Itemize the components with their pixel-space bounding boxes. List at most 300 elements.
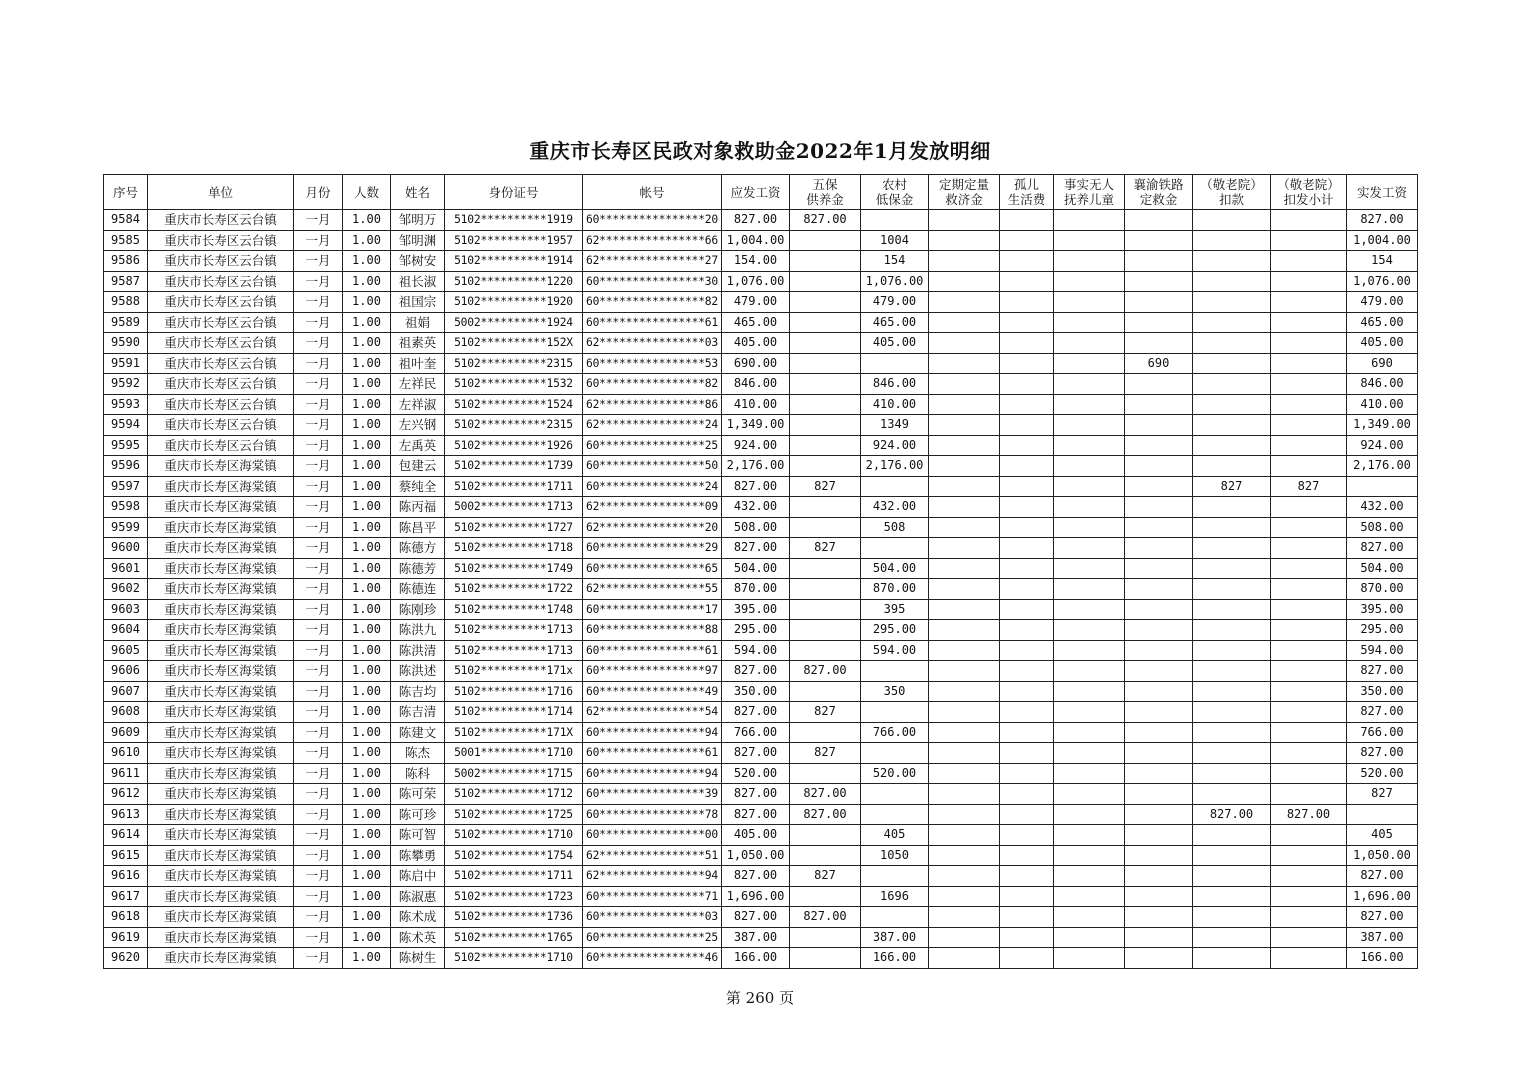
- table-cell: [1125, 599, 1193, 620]
- table-cell: [790, 640, 861, 661]
- table-cell: 9598: [104, 497, 148, 518]
- column-header: 应发工资: [722, 175, 790, 210]
- table-cell: 重庆市长寿区海棠镇: [148, 927, 294, 948]
- table-cell: 重庆市长寿区云台镇: [148, 394, 294, 415]
- table-cell: [1125, 292, 1193, 313]
- table-cell: [1000, 251, 1054, 272]
- table-cell: 60****************49: [583, 681, 722, 702]
- column-header: 五保 供养金: [790, 175, 861, 210]
- table-cell: 9591: [104, 353, 148, 374]
- table-cell: 5102**********1532: [445, 374, 583, 395]
- table-cell: 827.00: [1271, 804, 1347, 825]
- table-cell: [1125, 497, 1193, 518]
- table-cell: [1193, 825, 1271, 846]
- table-cell: [1054, 743, 1125, 764]
- table-cell: 一月: [294, 743, 343, 764]
- table-cell: 9595: [104, 435, 148, 456]
- table-cell: 邹明渊: [391, 230, 445, 251]
- table-cell: [1054, 702, 1125, 723]
- table-cell: [1271, 558, 1347, 579]
- table-cell: 1.00: [343, 271, 391, 292]
- table-cell: 5102**********1765: [445, 927, 583, 948]
- table-cell: [1271, 845, 1347, 866]
- table-cell: 5102**********1920: [445, 292, 583, 313]
- table-cell: 504.00: [1347, 558, 1418, 579]
- table-cell: 62****************86: [583, 394, 722, 415]
- table-cell: 左兴钢: [391, 415, 445, 436]
- table-cell: 陈可智: [391, 825, 445, 846]
- table-cell: 827.00: [790, 210, 861, 231]
- table-cell: 9596: [104, 456, 148, 477]
- table-cell: [861, 661, 929, 682]
- table-cell: [1125, 558, 1193, 579]
- table-cell: 一月: [294, 640, 343, 661]
- table-cell: 870.00: [722, 579, 790, 600]
- table-cell: 陈刚珍: [391, 599, 445, 620]
- table-cell: 520.00: [861, 763, 929, 784]
- table-cell: [790, 271, 861, 292]
- table-cell: [1054, 558, 1125, 579]
- table-cell: 一月: [294, 271, 343, 292]
- table-row: [104, 435, 1418, 456]
- table-cell: 重庆市长寿区云台镇: [148, 251, 294, 272]
- table-cell: [1125, 866, 1193, 887]
- table-cell: [790, 353, 861, 374]
- table-cell: 1.00: [343, 743, 391, 764]
- table-cell: 350.00: [1347, 681, 1418, 702]
- table-cell: [1125, 271, 1193, 292]
- table-cell: 一月: [294, 230, 343, 251]
- table-cell: [1193, 907, 1271, 928]
- table-cell: 60****************61: [583, 312, 722, 333]
- table-row: [104, 948, 1418, 969]
- table-cell: 1.00: [343, 825, 391, 846]
- table-cell: [1271, 456, 1347, 477]
- table-cell: [1271, 927, 1347, 948]
- table-cell: 154: [1347, 251, 1418, 272]
- table-cell: [1125, 620, 1193, 641]
- table-cell: 一月: [294, 866, 343, 887]
- table-cell: [929, 558, 1000, 579]
- table-cell: [1000, 661, 1054, 682]
- table-cell: 60****************25: [583, 435, 722, 456]
- table-cell: 一月: [294, 394, 343, 415]
- table-cell: [1271, 640, 1347, 661]
- table-cell: [929, 456, 1000, 477]
- table-cell: 5102**********1926: [445, 435, 583, 456]
- table-row: [104, 415, 1418, 436]
- table-cell: 一月: [294, 415, 343, 436]
- table-cell: 9601: [104, 558, 148, 579]
- table-cell: 827.00: [722, 866, 790, 887]
- table-cell: 62****************55: [583, 579, 722, 600]
- table-cell: 827.00: [790, 804, 861, 825]
- table-cell: 重庆市长寿区海棠镇: [148, 661, 294, 682]
- table-cell: 410.00: [1347, 394, 1418, 415]
- table-cell: 60****************88: [583, 620, 722, 641]
- table-cell: 陈建文: [391, 722, 445, 743]
- table-cell: 一月: [294, 927, 343, 948]
- table-cell: 9606: [104, 661, 148, 682]
- table-cell: 1696: [861, 886, 929, 907]
- table-cell: 846.00: [1347, 374, 1418, 395]
- table-cell: 827.00: [1347, 661, 1418, 682]
- table-cell: [1271, 743, 1347, 764]
- table-cell: [1193, 456, 1271, 477]
- table-cell: 1.00: [343, 845, 391, 866]
- column-header: 事实无人 抚养儿童: [1054, 175, 1125, 210]
- table-cell: 一月: [294, 579, 343, 600]
- table-cell: 一月: [294, 599, 343, 620]
- table-cell: 1.00: [343, 374, 391, 395]
- table-cell: 1.00: [343, 292, 391, 313]
- table-cell: 1.00: [343, 435, 391, 456]
- table-cell: [1054, 517, 1125, 538]
- table-cell: 766.00: [722, 722, 790, 743]
- table-row: [104, 886, 1418, 907]
- table-row: [104, 558, 1418, 579]
- table-cell: [1193, 558, 1271, 579]
- table-row: [104, 538, 1418, 559]
- table-cell: 60****************78: [583, 804, 722, 825]
- table-cell: [1193, 640, 1271, 661]
- table-cell: 405.00: [861, 333, 929, 354]
- table-row: [104, 394, 1418, 415]
- table-cell: 1.00: [343, 722, 391, 743]
- table-cell: 166.00: [861, 948, 929, 969]
- table-cell: [1271, 210, 1347, 231]
- table-cell: 62****************24: [583, 415, 722, 436]
- table-cell: [1193, 292, 1271, 313]
- table-cell: 60****************65: [583, 558, 722, 579]
- table-row: [104, 743, 1418, 764]
- table-cell: 827.00: [722, 210, 790, 231]
- table-cell: 陈吉均: [391, 681, 445, 702]
- table-cell: 重庆市长寿区海棠镇: [148, 907, 294, 928]
- table-cell: 一月: [294, 620, 343, 641]
- table-cell: [861, 210, 929, 231]
- table-cell: 60****************94: [583, 763, 722, 784]
- table-cell: 1.00: [343, 784, 391, 805]
- table-cell: 60****************29: [583, 538, 722, 559]
- table-cell: 重庆市长寿区海棠镇: [148, 558, 294, 579]
- table-cell: 295.00: [1347, 620, 1418, 641]
- table-cell: 60****************71: [583, 886, 722, 907]
- table-cell: 5102**********171x: [445, 661, 583, 682]
- table-cell: [1125, 251, 1193, 272]
- table-cell: 5102**********1725: [445, 804, 583, 825]
- table-cell: [1000, 620, 1054, 641]
- table-cell: [1271, 394, 1347, 415]
- table-cell: [1125, 476, 1193, 497]
- table-cell: [1193, 394, 1271, 415]
- table-cell: 410.00: [861, 394, 929, 415]
- table-cell: 9586: [104, 251, 148, 272]
- table-cell: 9620: [104, 948, 148, 969]
- table-cell: 1,004.00: [722, 230, 790, 251]
- table-cell: 1.00: [343, 353, 391, 374]
- table-cell: 1.00: [343, 476, 391, 497]
- table-cell: [1054, 948, 1125, 969]
- column-header: 孤儿 生活费: [1000, 175, 1054, 210]
- table-cell: 一月: [294, 312, 343, 333]
- table-cell: 9612: [104, 784, 148, 805]
- table-cell: [929, 538, 1000, 559]
- table-cell: 重庆市长寿区海棠镇: [148, 784, 294, 805]
- table-cell: [790, 230, 861, 251]
- table-cell: 60****************25: [583, 927, 722, 948]
- table-cell: 5102**********1712: [445, 784, 583, 805]
- table-cell: [929, 866, 1000, 887]
- table-cell: 9608: [104, 702, 148, 723]
- column-header: 实发工资: [1347, 175, 1418, 210]
- table-cell: 60****************53: [583, 353, 722, 374]
- table-cell: [929, 251, 1000, 272]
- table-cell: [1271, 312, 1347, 333]
- table-cell: [929, 333, 1000, 354]
- table-cell: [1271, 681, 1347, 702]
- table-cell: [1000, 579, 1054, 600]
- table-cell: 9594: [104, 415, 148, 436]
- table-cell: [1000, 640, 1054, 661]
- table-cell: 一月: [294, 353, 343, 374]
- table-cell: [1271, 538, 1347, 559]
- table-cell: 9587: [104, 271, 148, 292]
- table-cell: [790, 497, 861, 518]
- table-cell: 508.00: [1347, 517, 1418, 538]
- table-cell: 395.00: [722, 599, 790, 620]
- table-cell: 陈洪九: [391, 620, 445, 641]
- table-cell: [1125, 538, 1193, 559]
- table-row: [104, 210, 1418, 231]
- table-cell: 9618: [104, 907, 148, 928]
- table-cell: 5102**********1748: [445, 599, 583, 620]
- table-cell: [1054, 435, 1125, 456]
- table-cell: [1271, 763, 1347, 784]
- table-cell: [861, 702, 929, 723]
- table-cell: [790, 886, 861, 907]
- table-cell: 2,176.00: [1347, 456, 1418, 477]
- table-cell: [1193, 722, 1271, 743]
- table-cell: 5102**********152X: [445, 333, 583, 354]
- table-cell: [1271, 353, 1347, 374]
- table-cell: 5102**********1957: [445, 230, 583, 251]
- table-cell: 60****************30: [583, 271, 722, 292]
- table-cell: 一月: [294, 948, 343, 969]
- table-cell: [790, 948, 861, 969]
- table-cell: [1054, 394, 1125, 415]
- table-row: [104, 722, 1418, 743]
- table-cell: 5102**********1524: [445, 394, 583, 415]
- table-cell: [1193, 210, 1271, 231]
- table-cell: [929, 661, 1000, 682]
- table-cell: 9589: [104, 312, 148, 333]
- table-cell: 9615: [104, 845, 148, 866]
- table-cell: 827.00: [722, 804, 790, 825]
- table-cell: 432.00: [1347, 497, 1418, 518]
- table-cell: [1054, 230, 1125, 251]
- table-cell: [929, 374, 1000, 395]
- table-cell: 432.00: [861, 497, 929, 518]
- table-cell: [1125, 210, 1193, 231]
- table-cell: 1,696.00: [1347, 886, 1418, 907]
- table-cell: [1193, 312, 1271, 333]
- table-cell: 387.00: [1347, 927, 1418, 948]
- table-cell: 405.00: [722, 333, 790, 354]
- table-cell: [1000, 476, 1054, 497]
- table-cell: [1271, 702, 1347, 723]
- table-cell: [1125, 517, 1193, 538]
- table-cell: [1054, 353, 1125, 374]
- table-cell: [1271, 620, 1347, 641]
- table-row: [104, 599, 1418, 620]
- table-cell: 295.00: [722, 620, 790, 641]
- table-cell: 5102**********1713: [445, 620, 583, 641]
- column-header: 帐号: [583, 175, 722, 210]
- table-cell: 465.00: [1347, 312, 1418, 333]
- table-cell: [1125, 907, 1193, 928]
- table-cell: 重庆市长寿区海棠镇: [148, 456, 294, 477]
- table-cell: 827.00: [722, 743, 790, 764]
- table-cell: [1271, 907, 1347, 928]
- table-cell: [1271, 333, 1347, 354]
- table-cell: [1000, 312, 1054, 333]
- table-cell: 827.00: [722, 661, 790, 682]
- table-cell: 827: [790, 538, 861, 559]
- table-body: [104, 210, 1418, 969]
- table-cell: 924.00: [1347, 435, 1418, 456]
- table-cell: 9599: [104, 517, 148, 538]
- table-cell: 166.00: [722, 948, 790, 969]
- table-cell: 846.00: [722, 374, 790, 395]
- table-cell: 一月: [294, 292, 343, 313]
- table-cell: [929, 579, 1000, 600]
- table-cell: 5102**********171X: [445, 722, 583, 743]
- table-cell: 重庆市长寿区海棠镇: [148, 886, 294, 907]
- table-cell: 1.00: [343, 907, 391, 928]
- table-cell: [929, 517, 1000, 538]
- table-cell: [1271, 579, 1347, 600]
- table-cell: [1193, 435, 1271, 456]
- table-cell: [1271, 251, 1347, 272]
- table-cell: 508: [861, 517, 929, 538]
- table-cell: 1,349.00: [722, 415, 790, 436]
- table-cell: 重庆市长寿区海棠镇: [148, 722, 294, 743]
- table-cell: 重庆市长寿区海棠镇: [148, 497, 294, 518]
- table-cell: 1,050.00: [722, 845, 790, 866]
- table-cell: [929, 804, 1000, 825]
- table-cell: 5102**********1919: [445, 210, 583, 231]
- table-cell: 1,076.00: [861, 271, 929, 292]
- table-cell: 重庆市长寿区云台镇: [148, 292, 294, 313]
- table-cell: [1054, 620, 1125, 641]
- column-header: 农村 低保金: [861, 175, 929, 210]
- table-cell: 重庆市长寿区海棠镇: [148, 804, 294, 825]
- table-cell: [1125, 312, 1193, 333]
- table-row: [104, 251, 1418, 272]
- table-cell: [790, 251, 861, 272]
- table-cell: 60****************94: [583, 722, 722, 743]
- table-cell: [1054, 292, 1125, 313]
- table-cell: 一月: [294, 681, 343, 702]
- table-cell: 395: [861, 599, 929, 620]
- table-cell: [1054, 210, 1125, 231]
- table-cell: [1125, 702, 1193, 723]
- table-cell: 1,050.00: [1347, 845, 1418, 866]
- table-cell: [1054, 415, 1125, 436]
- table-cell: 350.00: [722, 681, 790, 702]
- table-cell: 60****************20: [583, 210, 722, 231]
- table-cell: [1054, 825, 1125, 846]
- table-cell: 766.00: [1347, 722, 1418, 743]
- table-cell: 5102**********1718: [445, 538, 583, 559]
- table-cell: 陈德方: [391, 538, 445, 559]
- table-cell: [1000, 558, 1054, 579]
- table-cell: [1125, 394, 1193, 415]
- table-cell: 387.00: [861, 927, 929, 948]
- table-row: [104, 661, 1418, 682]
- table-cell: 827.00: [1347, 866, 1418, 887]
- table-cell: 405: [861, 825, 929, 846]
- table-cell: 一月: [294, 845, 343, 866]
- table-cell: [1054, 538, 1125, 559]
- table-cell: 9603: [104, 599, 148, 620]
- table-cell: 一月: [294, 907, 343, 928]
- table-cell: 827.00: [722, 907, 790, 928]
- table-cell: [1054, 579, 1125, 600]
- table-cell: [1271, 415, 1347, 436]
- table-cell: 1.00: [343, 702, 391, 723]
- table-cell: 祖国宗: [391, 292, 445, 313]
- table-cell: [790, 394, 861, 415]
- table-cell: 62****************27: [583, 251, 722, 272]
- table-cell: [1193, 415, 1271, 436]
- table-cell: 870.00: [1347, 579, 1418, 600]
- table-cell: [790, 435, 861, 456]
- table-cell: [1000, 374, 1054, 395]
- table-cell: 62****************09: [583, 497, 722, 518]
- table-cell: [1000, 927, 1054, 948]
- table-cell: 827: [1347, 784, 1418, 805]
- table-cell: [1125, 845, 1193, 866]
- table-cell: [1271, 886, 1347, 907]
- table-cell: [1125, 681, 1193, 702]
- table-row: [104, 866, 1418, 887]
- table-cell: [1054, 271, 1125, 292]
- table-cell: [1193, 948, 1271, 969]
- table-cell: 重庆市长寿区云台镇: [148, 230, 294, 251]
- table-cell: [1054, 907, 1125, 928]
- table-cell: 陈术成: [391, 907, 445, 928]
- table-cell: 祖长淑: [391, 271, 445, 292]
- table-row: [104, 784, 1418, 805]
- table-cell: 62****************51: [583, 845, 722, 866]
- table-cell: [1000, 948, 1054, 969]
- table-cell: 827.00: [1193, 804, 1271, 825]
- table-cell: 重庆市长寿区海棠镇: [148, 538, 294, 559]
- table-cell: 1.00: [343, 517, 391, 538]
- table-cell: 60****************03: [583, 907, 722, 928]
- table-cell: 重庆市长寿区海棠镇: [148, 599, 294, 620]
- table-cell: 5102**********1711: [445, 476, 583, 497]
- table-cell: 1,696.00: [722, 886, 790, 907]
- table-cell: 60****************97: [583, 661, 722, 682]
- table-cell: 60****************17: [583, 599, 722, 620]
- table-cell: 5102**********1710: [445, 948, 583, 969]
- table-cell: [1193, 579, 1271, 600]
- table-cell: 9617: [104, 886, 148, 907]
- table-cell: [1193, 784, 1271, 805]
